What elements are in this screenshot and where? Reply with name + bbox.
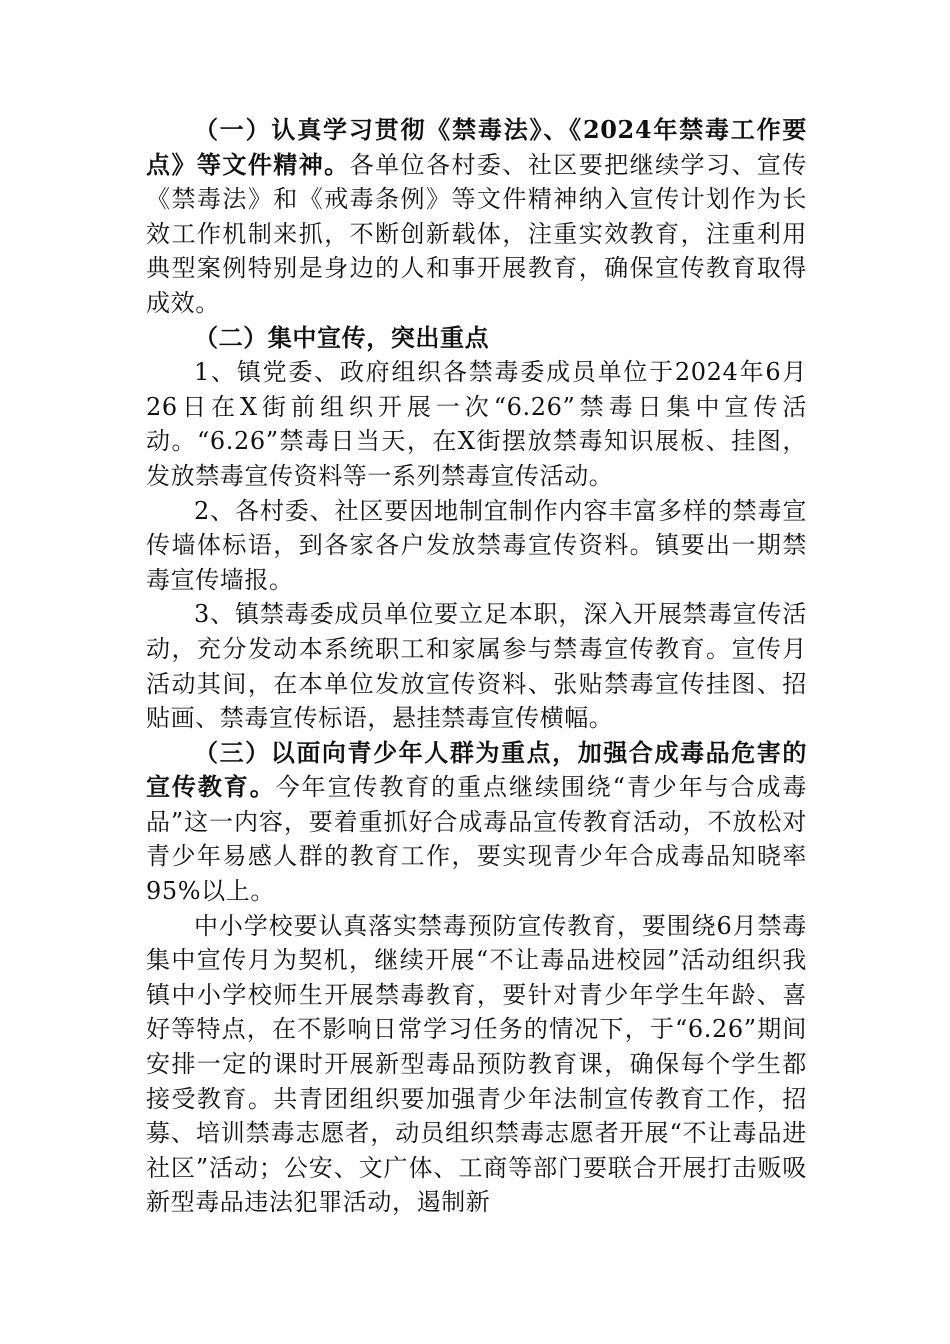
paragraph-youth-education <box>146 736 807 909</box>
paragraph-text: 2、各村委、社区要因地制宜制作内容丰富多样的禁毒宣传墙体标语，到各家各户发放禁毒宣传资料。镇要出一期禁毒宣传墙报。 <box>146 496 807 594</box>
paragraph-study-documents <box>146 113 807 321</box>
section-heading-focused-publicity <box>146 321 807 356</box>
paragraph-text: 中小学校要认真落实禁毒预防宣传教育，要围绕6月禁毒集中宣传月为契机，继续开展“不让毒品进校园”活动组织我镇中小学校师生开展禁毒教育，要针对青少年学生年龄、喜好等特点，在不影响日常学习任务的情况下，于“6.26”期间安排一定的课时开展新型毒品预防教育课，确保每个学生都接受教育。共青团组织要加强青少年法制宣传教育工作，招募、培训禁毒志愿者，动员组织禁毒志愿者开展“不让毒品进社区”活动；公安、文广体、工商等部门要联合开展打击贩吸新型毒品违法犯罪活动，遏制新 <box>146 911 807 1217</box>
paragraph-text: 各单位各村委、社区要把继续学习、宣传《禁毒法》和《戒毒条例》等文件精神纳入宣传计划作为长效工作机制来抓，不断创新载体，注重实效教育，注重利用典型案例特别是身边的人和事开展教育，确保宣传教育取得成效。 <box>146 150 807 317</box>
paragraph-lead: （一）认真学习贯彻《禁毒法》、《2024年禁毒工作要点》等文件精神。 <box>146 115 807 179</box>
heading-text: （二）集中宣传，突出重点 <box>194 322 490 352</box>
paragraph-item-2 <box>146 494 807 598</box>
paragraph-text: 1、镇党委、政府组织各禁毒委成员单位于2024年6月26日在X街前组织开展一次“6.26”禁毒日集中宣传活动。“6.26”禁毒日当天，在X街摆放禁毒知识展板、挂图，发放禁毒宣传资料等一系列禁毒宣传活动。 <box>146 358 807 490</box>
paragraph-lead: （三）以面向青少年人群为重点，加强合成毒品危害的宣传教育。 <box>146 737 807 802</box>
paragraph-item-1 <box>146 355 807 493</box>
paragraph-text: 3、镇禁毒委成员单位要立足本职，深入开展禁毒宣传活动，充分发动本系统职工和家属参与禁毒宣传教育。宣传月活动其间，在本单位发放宣传资料、张贴禁毒宣传挂图、招贴画、禁毒宣传标语，悬挂禁毒宣传横幅。 <box>146 600 807 733</box>
paragraph-schools <box>146 909 807 1220</box>
paragraph-text: 今年宣传教育的重点继续围绕“青少年与合成毒品”这一内容，要着重抓好合成毒品宣传教育活动，不放松对青少年易感人群的教育工作，要实现青少年合成毒品知晓率95%以上。 <box>146 773 807 906</box>
paragraph-item-3 <box>146 597 807 735</box>
